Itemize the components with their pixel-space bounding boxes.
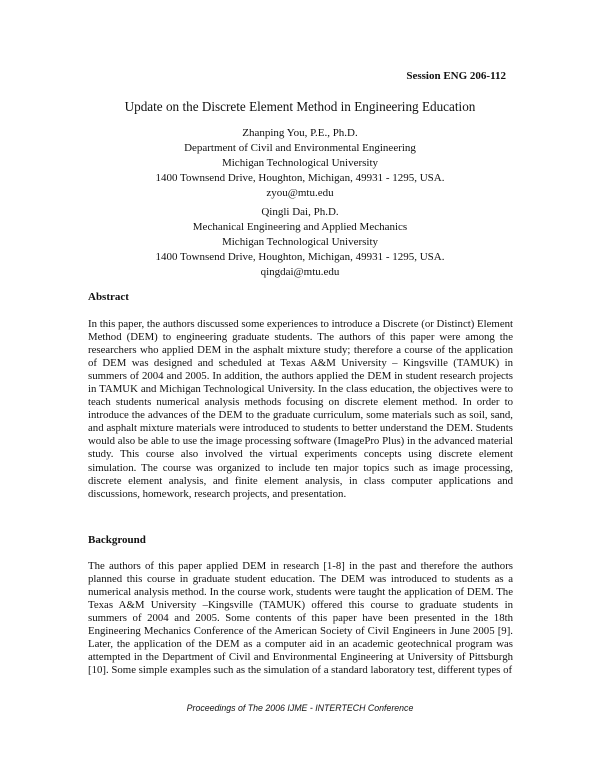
author-email: zyou@mtu.edu xyxy=(266,187,334,199)
abstract-paragraph: In this paper, the authors discussed some experiences to introduce a Discrete (or Distinct) Element Method (DEM) to engineering graduate students. The authors of this paper were among the researchers who applied DEM in the asphalt mixture study; therefore a course of the application of DEM was designed and scheduled at Texas A&M University – Kingsville (TAMUK) in summers of 2004 and 2005. In addition, the authors applied the DEM in student research projects in TAMUK and Michigan Technological University. In the class education, the objectives were to teach students numerical analysis methods focusing on discrete element method. In order to introduce the advances of the DEM to the graduate curriculum, some materials such as soil, sand, and asphalt mixture materials were introduced to students to better understand the DEM. Students would also be able to use the image processing software (ImagePro Plus) in the advanced material study. This course also involved the virtual experiments concepts using discrete element simulation. The course was organized to include ten major topics such as image processing, discrete element analysis, and finite element analysis, in class computer applications and discussions, homework, research projects, and presentation. xyxy=(88,318,514,500)
page-footer: Proceedings of The 2006 IJME - INTERTECH Conference xyxy=(186,703,414,713)
author-university: Michigan Technological University xyxy=(221,157,379,169)
author-address: 1400 Townsend Drive, Houghton, Michigan, 49931 - 1295, USA. xyxy=(155,172,445,184)
author-block-1 xyxy=(0,126,600,201)
session-label: Session ENG 206-112 xyxy=(406,70,506,82)
author-name: Zhanping You, P.E., Ph.D. xyxy=(242,127,358,139)
abstract-heading: Abstract xyxy=(88,291,129,303)
author-university: Michigan Technological University xyxy=(221,236,379,248)
author-name: Qingli Dai, Ph.D. xyxy=(261,206,339,218)
paper-title: Update on the Discrete Element Method in Engineering Education xyxy=(124,99,476,114)
author-block-2 xyxy=(0,205,600,280)
author-address: 1400 Townsend Drive, Houghton, Michigan, 49931 - 1295, USA. xyxy=(155,251,445,263)
background-paragraph: The authors of this paper applied DEM in research [1-8] in the past and therefore the authors planned this course in graduate student education. The DEM was introduced to students as a numerical analysis method. In the course work, students were taught the application of DEM. The Texas A&M University –Kingsville (TAMUK) offered this course to graduate students in summers of 2004 and 2005. Some contents of this paper have been presented in the 18th Engineering Mechanics Conference of the American Society of Civil Engineers in June 2005 [9]. Later, the application of the DEM as a computer aid in an academic geotechnical program was attempted in the Department of Civil and Environmental Engineering at University of Pittsburgh [10]. Some simple examples such as the simulation of a standard laboratory test, different types of xyxy=(88,560,513,677)
author-department: Department of Civil and Environmental Engineering xyxy=(184,142,416,154)
background-heading: Background xyxy=(88,534,146,546)
author-email: qingdai@mtu.edu xyxy=(260,266,340,278)
author-department: Mechanical Engineering and Applied Mechanics xyxy=(192,221,408,233)
